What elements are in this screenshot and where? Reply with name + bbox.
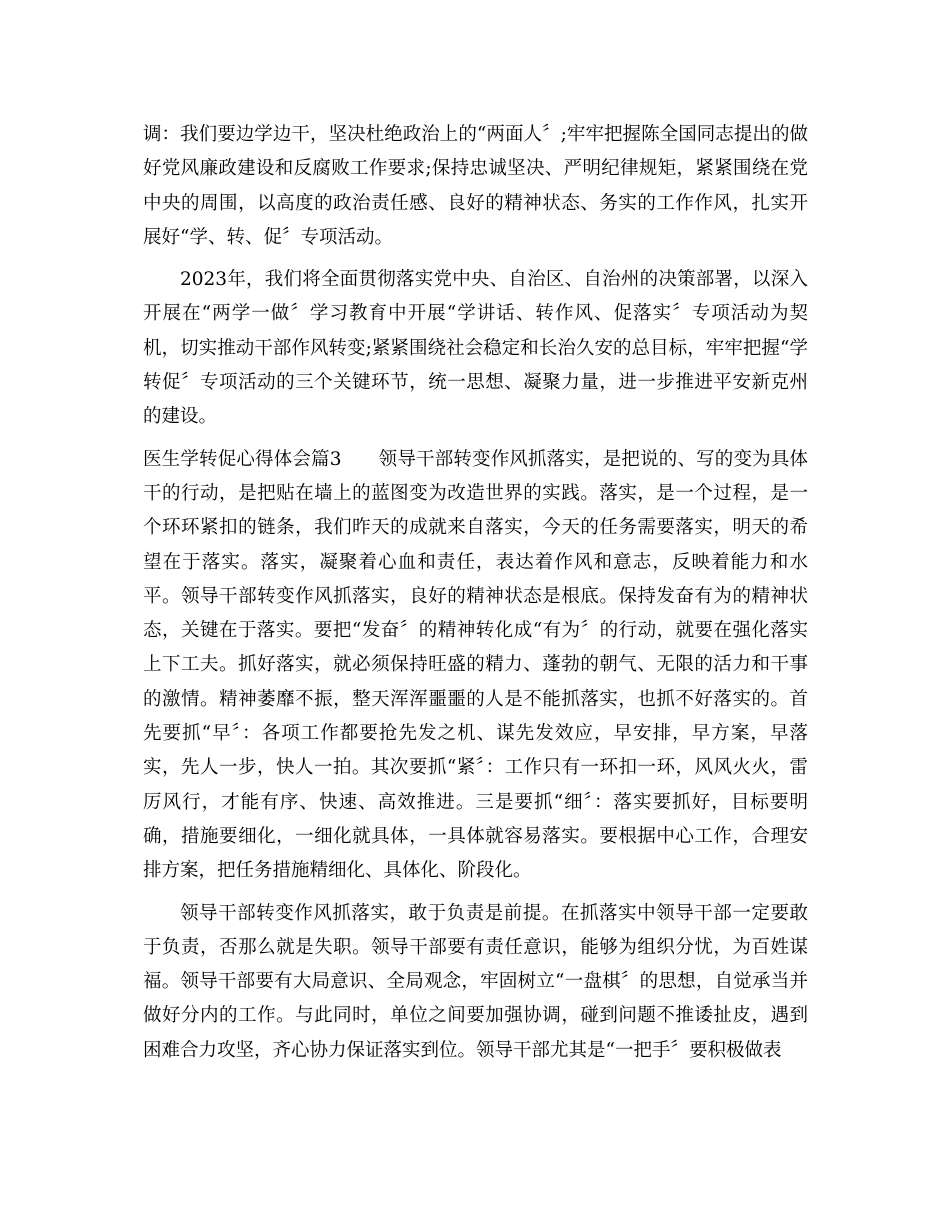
paragraph-3 (143, 443, 808, 889)
paragraph-2: 2023年，我们将全面贯彻落实党中央、自治区、自治州的决策部署，以深入开展在“两学一做〞学习教育中开展“学讲话、转作风、促落实〞专项活动为契机，切实推动干部作风转变;紧紧围绕社会稳定和长治久安的总目标，牢牢把握“学转促〞专项活动的三个关键环节，统一思想、凝聚力量，进一步推进平安新克州的建设。 (143, 269, 808, 428)
section-heading: 医生学转促心得体会篇3 (143, 448, 342, 470)
paragraph-4: 领导干部转变作风抓落实，敢于负责是前提。在抓落实中领导干部一定要敢于负责，否那么就是失职。领导干部要有责任意识，能够为组织分忧，为百姓谋福。领导干部要有大局意识、全局观念，牢固树立“一盘棋〞的思想，自觉承当并做好分内的工作。与此同时，单位之间要加强协调，碰到问题不推诿扯皮，遇到困难合力攻坚，齐心协力保证落实到位。领导干部尤其是“一把手〞要积极做表 (143, 902, 808, 1061)
paragraph-1: 调：我们要边学边干，坚决杜绝政治上的“两面人〞;牢牢把握陈全国同志提出的做好党风廉政建设和反腐败工作要求;保持忠诚坚决、严明纪律规矩，紧紧围绕在党中央的周围，以高度的政治责任感、良好的精神状态、务实的工作作风，扎实开展好“学、转、促〞专项活动。 (143, 124, 808, 248)
document-body (143, 118, 808, 1068)
paragraph-3-text: 领导干部转变作风抓落实，是把说的、写的变为具体干的行动，是把贴在墙上的蓝图变为改造世界的实践。落实，是一个过程，是一个环环紧扣的链条，我们昨天的成就来自落实，今天的任务需要落实，明天的希望在于落实。落实，凝聚着心血和责任，表达着作风和意志，反映着能力和水平。领导干部转变作风抓落实，良好的精神状态是根底。保持发奋有为的精神状态，关键在于落实。要把“发奋〞的精神转化成“有为〞的行动，就要在强化落实上下工夫。抓好落实，就必须保持旺盛的精力、蓬勃的朝气、无限的活力和干事的激情。精神萎靡不振，整天浑浑噩噩的人是不能抓落实，也抓不好落实的。首先要抓“早〞：各项工作都要抢先发之机、谋先发效应，早安排，早方案，早落实，先人一步，快人一拍。其次要抓“紧〞：工作只有一环扣一环，风风火火，雷厉风行，才能有序、快速、高效推进。三是要抓“细〞：落实要抓好，目标要明确，措施要细化，一细化就具体，一具体就容易落实。要根据中心工作，合理安排方案，把任务措施精细化、具体化、阶段化。 (143, 448, 808, 882)
